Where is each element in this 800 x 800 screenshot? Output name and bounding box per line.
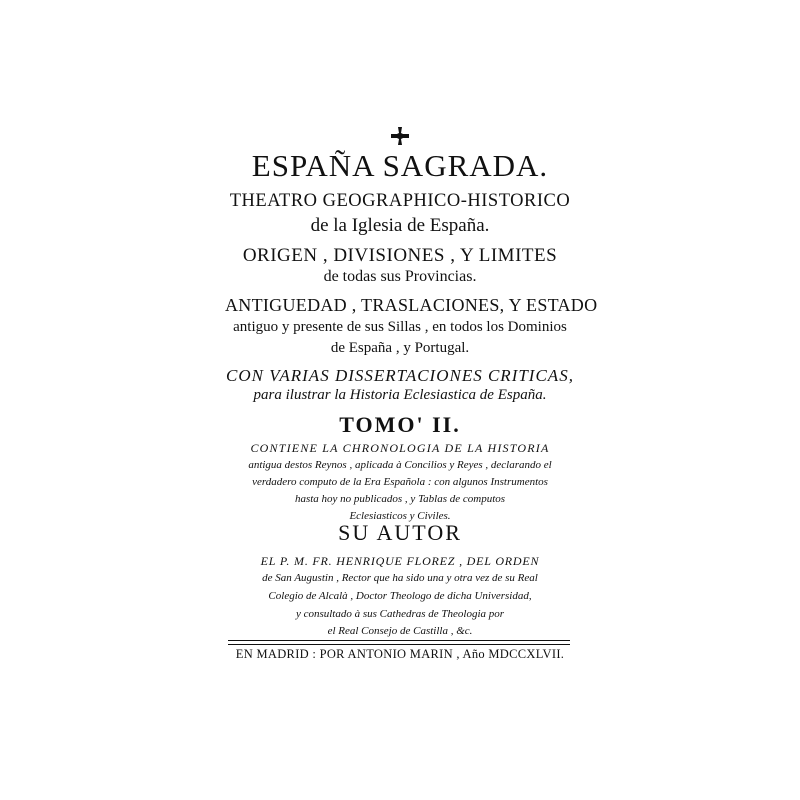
author-line: y consultado à sus Cathedras de Theologia por bbox=[295, 608, 505, 620]
cross-icon bbox=[390, 126, 410, 146]
subtitle-line-1: THEATRO GEOGRAPHICO-HISTORICO bbox=[229, 191, 571, 211]
book-title: ESPAÑA SAGRADA. bbox=[251, 148, 549, 183]
author-line: EL P. M. FR. HENRIQUE FLOREZ , DEL ORDEN bbox=[260, 554, 540, 568]
section-2-line-1: ANTIGUEDAD , TRASLACIONES, Y ESTADO bbox=[225, 295, 598, 315]
contents-line: antigua destos Reynos , aplicada à Concilios y Reyes , declarando el bbox=[248, 459, 552, 471]
divider-rule bbox=[228, 644, 570, 645]
author-line: el Real Consejo de Castilla , &c. bbox=[327, 625, 473, 637]
section-1-line-2: de todas sus Provincias. bbox=[323, 268, 477, 285]
section-1-line-1: ORIGEN , DIVISIONES , Y LIMITES bbox=[242, 245, 558, 266]
author-heading: SU AUTOR bbox=[338, 520, 462, 545]
section-2-line-2: antiguo y presente de sus Sillas , en todos los Dominios bbox=[233, 319, 567, 335]
author-line: Colegio de Alcalà , Doctor Theologo de dicha Universidad, bbox=[268, 590, 532, 602]
author-line: de San Augustin , Rector que ha sido una y otra vez de su Real bbox=[262, 572, 538, 584]
section-2-line-3: de España , y Portugal. bbox=[330, 340, 470, 356]
volume-heading: TOMO' II. bbox=[339, 412, 461, 437]
section-3-line-1: CON VARIAS DISSERTACIONES CRITICAS, bbox=[226, 366, 574, 385]
subtitle-line-2: de la Iglesia de España. bbox=[310, 215, 490, 236]
contents-line: verdadero computo de la Era Española : con algunos Instrumentos bbox=[252, 476, 548, 488]
section-3-line-2: para ilustrar la Historia Eclesiastica de España. bbox=[253, 387, 547, 403]
imprint-line: EN MADRID : POR ANTONIO MARIN , Año MDCCXLVII. bbox=[235, 647, 565, 661]
contents-line: CONTIENE LA CHRONOLOGIA DE LA HISTORIA bbox=[250, 441, 550, 455]
contents-line: Eclesiasticos y Civiles. bbox=[349, 510, 451, 522]
divider-rule bbox=[228, 640, 570, 641]
contents-line: hasta hoy no publicados , y Tablas de computos bbox=[294, 493, 506, 505]
